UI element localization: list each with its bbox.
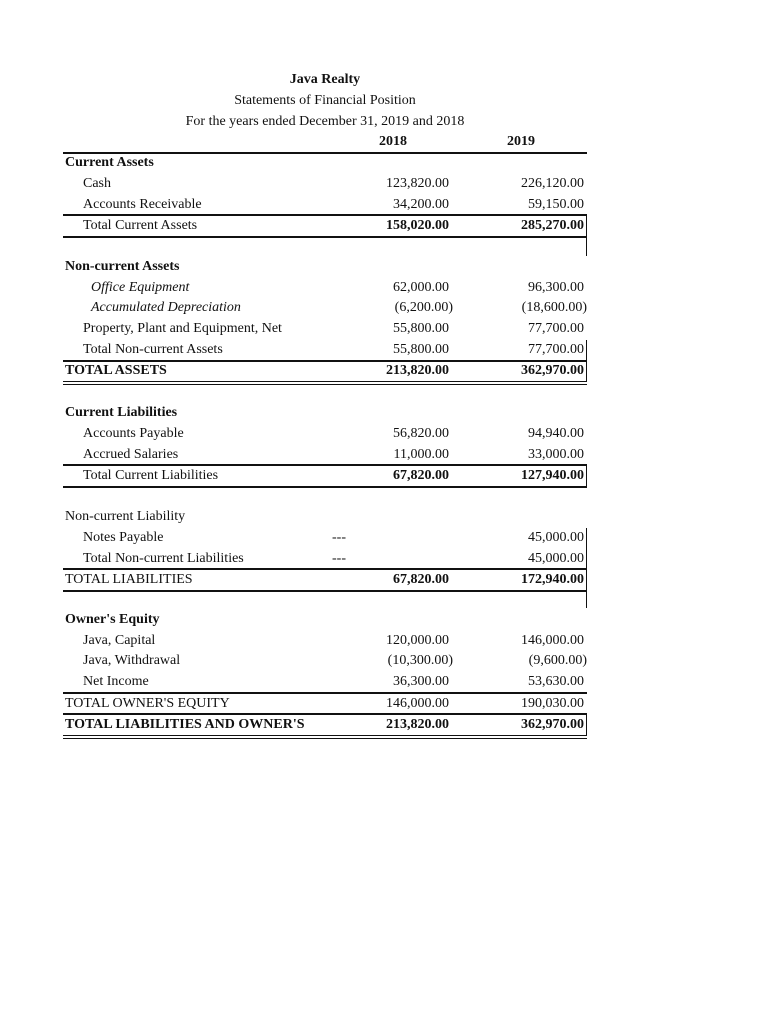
value-2019: 59,150.00	[528, 197, 584, 212]
table-row	[63, 298, 587, 319]
row-label: Total Current Assets	[83, 218, 198, 233]
table-row	[63, 195, 587, 216]
row-label: Java, Capital	[83, 633, 156, 648]
row-label: Total Non-current Assets	[83, 342, 223, 357]
row-label: Net Income	[83, 674, 149, 689]
total-rule	[63, 590, 587, 592]
value-2019: 53,630.00	[528, 674, 584, 689]
statement-title: Statements of Financial Position	[234, 93, 416, 108]
cell-border	[586, 715, 587, 735]
row-label: Java, Withdrawal	[83, 653, 181, 668]
value-2019: 285,270.00	[521, 218, 584, 233]
value-2019: (9,600.00)	[528, 653, 587, 668]
row-label: TOTAL OWNER'S EQUITY	[65, 696, 230, 711]
row-label: TOTAL ASSETS	[65, 363, 167, 378]
value-2019: 362,970.00	[521, 363, 584, 378]
value-2019: 127,940.00	[521, 468, 584, 483]
table-row	[63, 528, 587, 549]
noncurrent-assets-heading: Non-current Assets	[65, 259, 180, 274]
value-2019: 226,120.00	[521, 176, 584, 191]
table-row	[63, 278, 587, 299]
table-row	[63, 549, 587, 570]
value-2018: 158,020.00	[386, 218, 449, 233]
current-assets-heading: Current Assets	[65, 155, 154, 170]
row-label: TOTAL LIABILITIES AND OWNER'S	[65, 717, 305, 732]
row-label: Property, Plant and Equipment, Net	[83, 321, 282, 336]
value-2018: 213,820.00	[386, 717, 449, 732]
double-rule	[63, 381, 587, 385]
noncurrent-liability-heading: Non-current Liability	[65, 509, 186, 524]
value-2019: 77,700.00	[528, 321, 584, 336]
section-heading	[63, 507, 587, 528]
row-label: Accounts Payable	[83, 426, 184, 441]
value-2018: 146,000.00	[386, 696, 449, 711]
row-label: TOTAL LIABILITIES	[65, 572, 193, 587]
row-label: Accounts Receivable	[83, 197, 202, 212]
cell-border	[586, 466, 587, 486]
table-row-grand-total	[63, 715, 587, 736]
value-2018: 213,820.00	[386, 363, 449, 378]
value-2018: 120,000.00	[386, 633, 449, 648]
value-2018-dash: ---	[332, 551, 346, 566]
value-2019: 33,000.00	[528, 447, 584, 462]
row-label: Accumulated Depreciation	[91, 300, 241, 315]
table-row	[63, 319, 587, 340]
cell-border	[586, 216, 587, 256]
value-2019: 146,000.00	[521, 633, 584, 648]
table-row-total	[63, 570, 587, 591]
section-heading	[63, 403, 587, 424]
row-label: Total Non-current Liabilities	[83, 551, 244, 566]
column-headers	[63, 132, 587, 153]
section-heading	[63, 257, 587, 278]
value-2018: 55,800.00	[393, 321, 449, 336]
row-label: Office Equipment	[91, 280, 190, 295]
value-2018: 34,200.00	[393, 197, 449, 212]
value-2019: 362,970.00	[521, 717, 584, 732]
statement-period: For the years ended December 31, 2019 and 2018	[185, 114, 465, 129]
value-2018: 55,800.00	[393, 342, 449, 357]
table-row	[63, 445, 587, 466]
value-2019: 77,700.00	[528, 342, 584, 357]
section-heading	[63, 610, 587, 631]
row-label: Notes Payable	[83, 530, 164, 545]
company-name: Java Realty	[289, 72, 361, 87]
value-2018: 62,000.00	[393, 280, 449, 295]
value-2018: (6,200.00)	[394, 300, 453, 315]
value-2019: 96,300.00	[528, 280, 584, 295]
value-2018: (10,300.00)	[387, 653, 453, 668]
table-row-total	[63, 694, 587, 715]
value-2019: (18,600.00)	[521, 300, 587, 315]
table-row	[63, 340, 587, 361]
value-2019: 45,000.00	[528, 530, 584, 545]
table-row-total	[63, 216, 587, 237]
value-2019: 190,030.00	[521, 696, 584, 711]
column-header-2018: 2018	[379, 134, 407, 149]
value-2018: 123,820.00	[386, 176, 449, 191]
column-header-2019: 2019	[507, 134, 535, 149]
value-2019: 94,940.00	[528, 426, 584, 441]
table-row-total	[63, 466, 587, 487]
total-rule	[63, 486, 587, 488]
value-2018: 56,820.00	[393, 426, 449, 441]
table-row	[63, 672, 587, 693]
value-2018: 11,000.00	[393, 447, 449, 462]
row-label: Cash	[83, 176, 111, 191]
value-2019: 172,940.00	[521, 572, 584, 587]
owners-equity-heading: Owner's Equity	[65, 612, 160, 627]
row-label: Accrued Salaries	[83, 447, 179, 462]
current-liabilities-heading: Current Liabilities	[65, 405, 178, 420]
value-2018: 36,300.00	[393, 674, 449, 689]
section-heading	[63, 153, 587, 174]
table-row	[63, 631, 587, 652]
total-rule	[63, 236, 587, 238]
row-label: Total Current Liabilities	[83, 468, 219, 483]
value-2018: 67,820.00	[393, 572, 449, 587]
value-2019: 45,000.00	[528, 551, 584, 566]
double-rule	[63, 735, 587, 739]
value-2018-dash: ---	[332, 530, 346, 545]
table-row	[63, 651, 587, 672]
table-row	[63, 424, 587, 445]
table-row	[63, 174, 587, 195]
table-row-grand-total	[63, 361, 587, 382]
value-2018: 67,820.00	[393, 468, 449, 483]
